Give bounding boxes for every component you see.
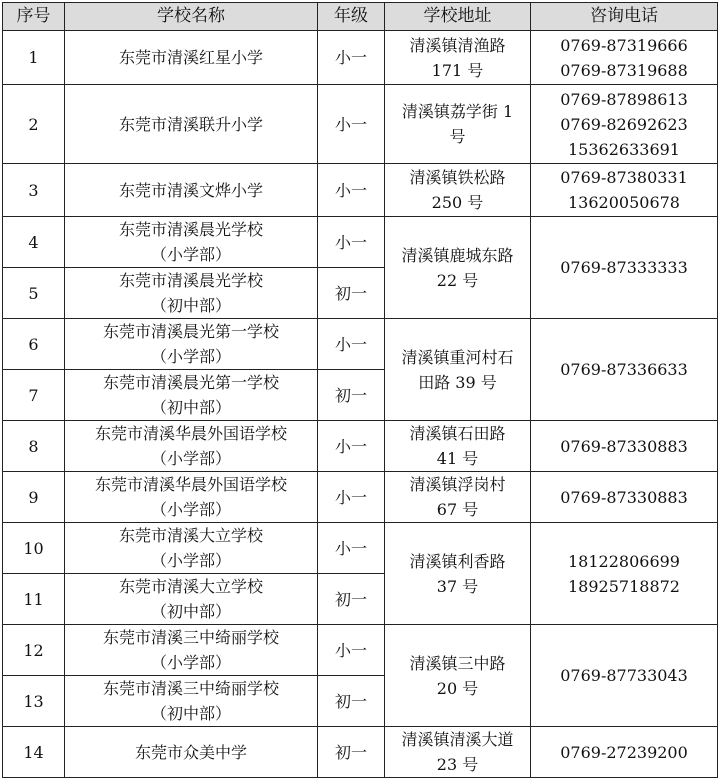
table-row [3,85,718,164]
address: 清溪镇鹿城东路 22 号 [385,217,531,319]
school-table [2,2,718,778]
row-index: 4 [3,217,65,268]
row-index: 7 [3,370,65,421]
grade: 小一 [318,472,385,523]
grade: 小一 [318,625,385,676]
grade: 小一 [318,85,385,164]
row-index: 12 [3,625,65,676]
row-index: 1 [3,31,65,85]
school-name: 东莞市众美中学 [65,727,318,778]
row-index: 14 [3,727,65,778]
address: 清溪镇浮岗村 67 号 [385,472,531,523]
address: 清溪镇重河村石 田路 39 号 [385,319,531,421]
grade: 小一 [318,217,385,268]
row-index: 3 [3,164,65,217]
table-row [3,31,718,85]
grade: 小一 [318,523,385,574]
header-index: 序号 [3,3,65,31]
school-name: 东莞市清溪晨光学校 （小学部） [65,217,318,268]
phone: 0769-87733043 [531,625,718,727]
address: 清溪镇利香路 37 号 [385,523,531,625]
school-name: 东莞市清溪晨光学校 （初中部） [65,268,318,319]
school-name: 东莞市清溪华晨外国语学校 （小学部） [65,421,318,472]
table-row [3,625,718,676]
table-row [3,523,718,574]
school-name: 东莞市清溪三中绮丽学校 （小学部） [65,625,318,676]
header-row [3,3,718,31]
address: 清溪镇石田路 41 号 [385,421,531,472]
grade: 初一 [318,727,385,778]
address: 清溪镇清渔路 171 号 [385,31,531,85]
table-row [3,319,718,370]
row-index: 13 [3,676,65,727]
school-name: 东莞市清溪华晨外国语学校 （小学部） [65,472,318,523]
school-name: 东莞市清溪大立学校 （初中部） [65,574,318,625]
grade: 小一 [318,319,385,370]
row-index: 11 [3,574,65,625]
school-name: 东莞市清溪文烨小学 [65,164,318,217]
phone: 0769-87380331 13620050678 [531,164,718,217]
phone: 0769-87333333 [531,217,718,319]
row-index: 10 [3,523,65,574]
phone: 18122806699 18925718872 [531,523,718,625]
row-index: 9 [3,472,65,523]
table-row [3,472,718,523]
table-row [3,727,718,778]
header-address: 学校地址 [385,3,531,31]
address: 清溪镇铁松路 250 号 [385,164,531,217]
phone: 0769-87330883 [531,421,718,472]
table-row [3,217,718,268]
table-row [3,164,718,217]
header-phone: 咨询电话 [531,3,718,31]
phone: 0769-87330883 [531,472,718,523]
grade: 初一 [318,676,385,727]
header-school-name: 学校名称 [65,3,318,31]
school-name: 东莞市清溪联升小学 [65,85,318,164]
grade: 初一 [318,268,385,319]
school-name: 东莞市清溪晨光第一学校 （小学部） [65,319,318,370]
address: 清溪镇清溪大道 23 号 [385,727,531,778]
grade: 初一 [318,574,385,625]
row-index: 5 [3,268,65,319]
row-index: 8 [3,421,65,472]
school-name: 东莞市清溪红星小学 [65,31,318,85]
header-grade: 年级 [318,3,385,31]
grade: 小一 [318,164,385,217]
phone: 0769-87898613 0769-82692623 15362633691 [531,85,718,164]
address: 清溪镇荔学街 1 号 [385,85,531,164]
grade: 初一 [318,370,385,421]
table-row [3,421,718,472]
grade: 小一 [318,31,385,85]
phone: 0769-87319666 0769-87319688 [531,31,718,85]
address: 清溪镇三中路 20 号 [385,625,531,727]
school-name: 东莞市清溪晨光第一学校 （初中部） [65,370,318,421]
row-index: 2 [3,85,65,164]
grade: 小一 [318,421,385,472]
school-name: 东莞市清溪大立学校 （小学部） [65,523,318,574]
school-name: 东莞市清溪三中绮丽学校 （初中部） [65,676,318,727]
phone: 0769-27239200 [531,727,718,778]
phone: 0769-87336633 [531,319,718,421]
row-index: 6 [3,319,65,370]
